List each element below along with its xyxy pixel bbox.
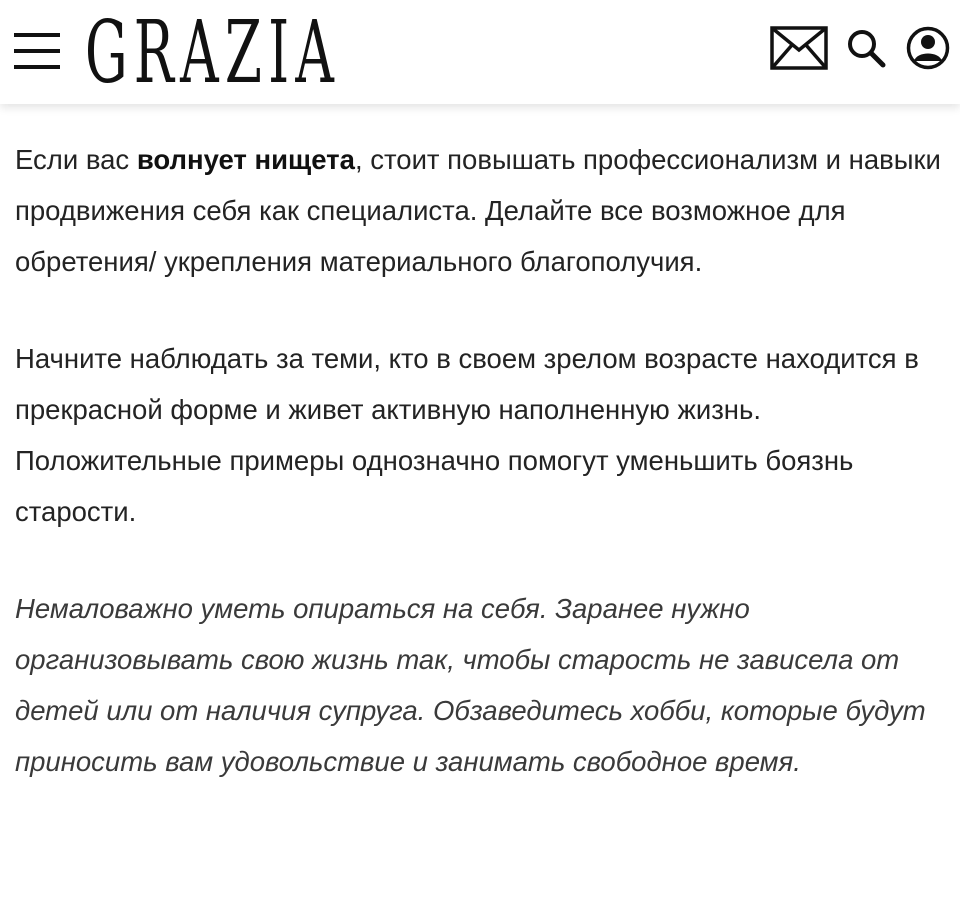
article-italic-paragraph: Немаловажно уметь опираться на себя. Заранее нужно организовывать свою жизнь так, чтобы старость не зависела от детей или от наличия супруга. Обзаведитесь хобби, которые будут приносить вам удовольствие и занимать свободное время. (15, 593, 926, 777)
menu-line (14, 33, 60, 37)
article-body (15, 134, 950, 833)
header-actions (770, 26, 950, 70)
paragraph-text: Если вас (15, 144, 137, 175)
article-paragraph (15, 134, 950, 287)
search-icon[interactable] (846, 28, 886, 68)
site-header (0, 0, 960, 104)
user-icon[interactable] (906, 26, 950, 70)
mail-icon[interactable] (770, 26, 828, 70)
menu-line (14, 49, 60, 53)
paragraph-text: , стоит повышать профессионализм и навыки продвижения себя как специалиста. Делайте все возможное для обретения/ укрепления материального благополучия. (15, 144, 941, 277)
menu-icon[interactable] (14, 30, 62, 72)
site-logo[interactable]: GRAZIA (85, 3, 341, 103)
article-paragraph: Начните наблюдать за теми, кто в своем зрелом возрасте находится в прекрасной форме и живет активную наполненную жизнь. Положительные примеры однозначно помогут уменьшить боязнь старости. (15, 343, 919, 527)
menu-line (14, 65, 60, 69)
bold-phrase-link[interactable]: волнует нищета (136, 144, 355, 175)
